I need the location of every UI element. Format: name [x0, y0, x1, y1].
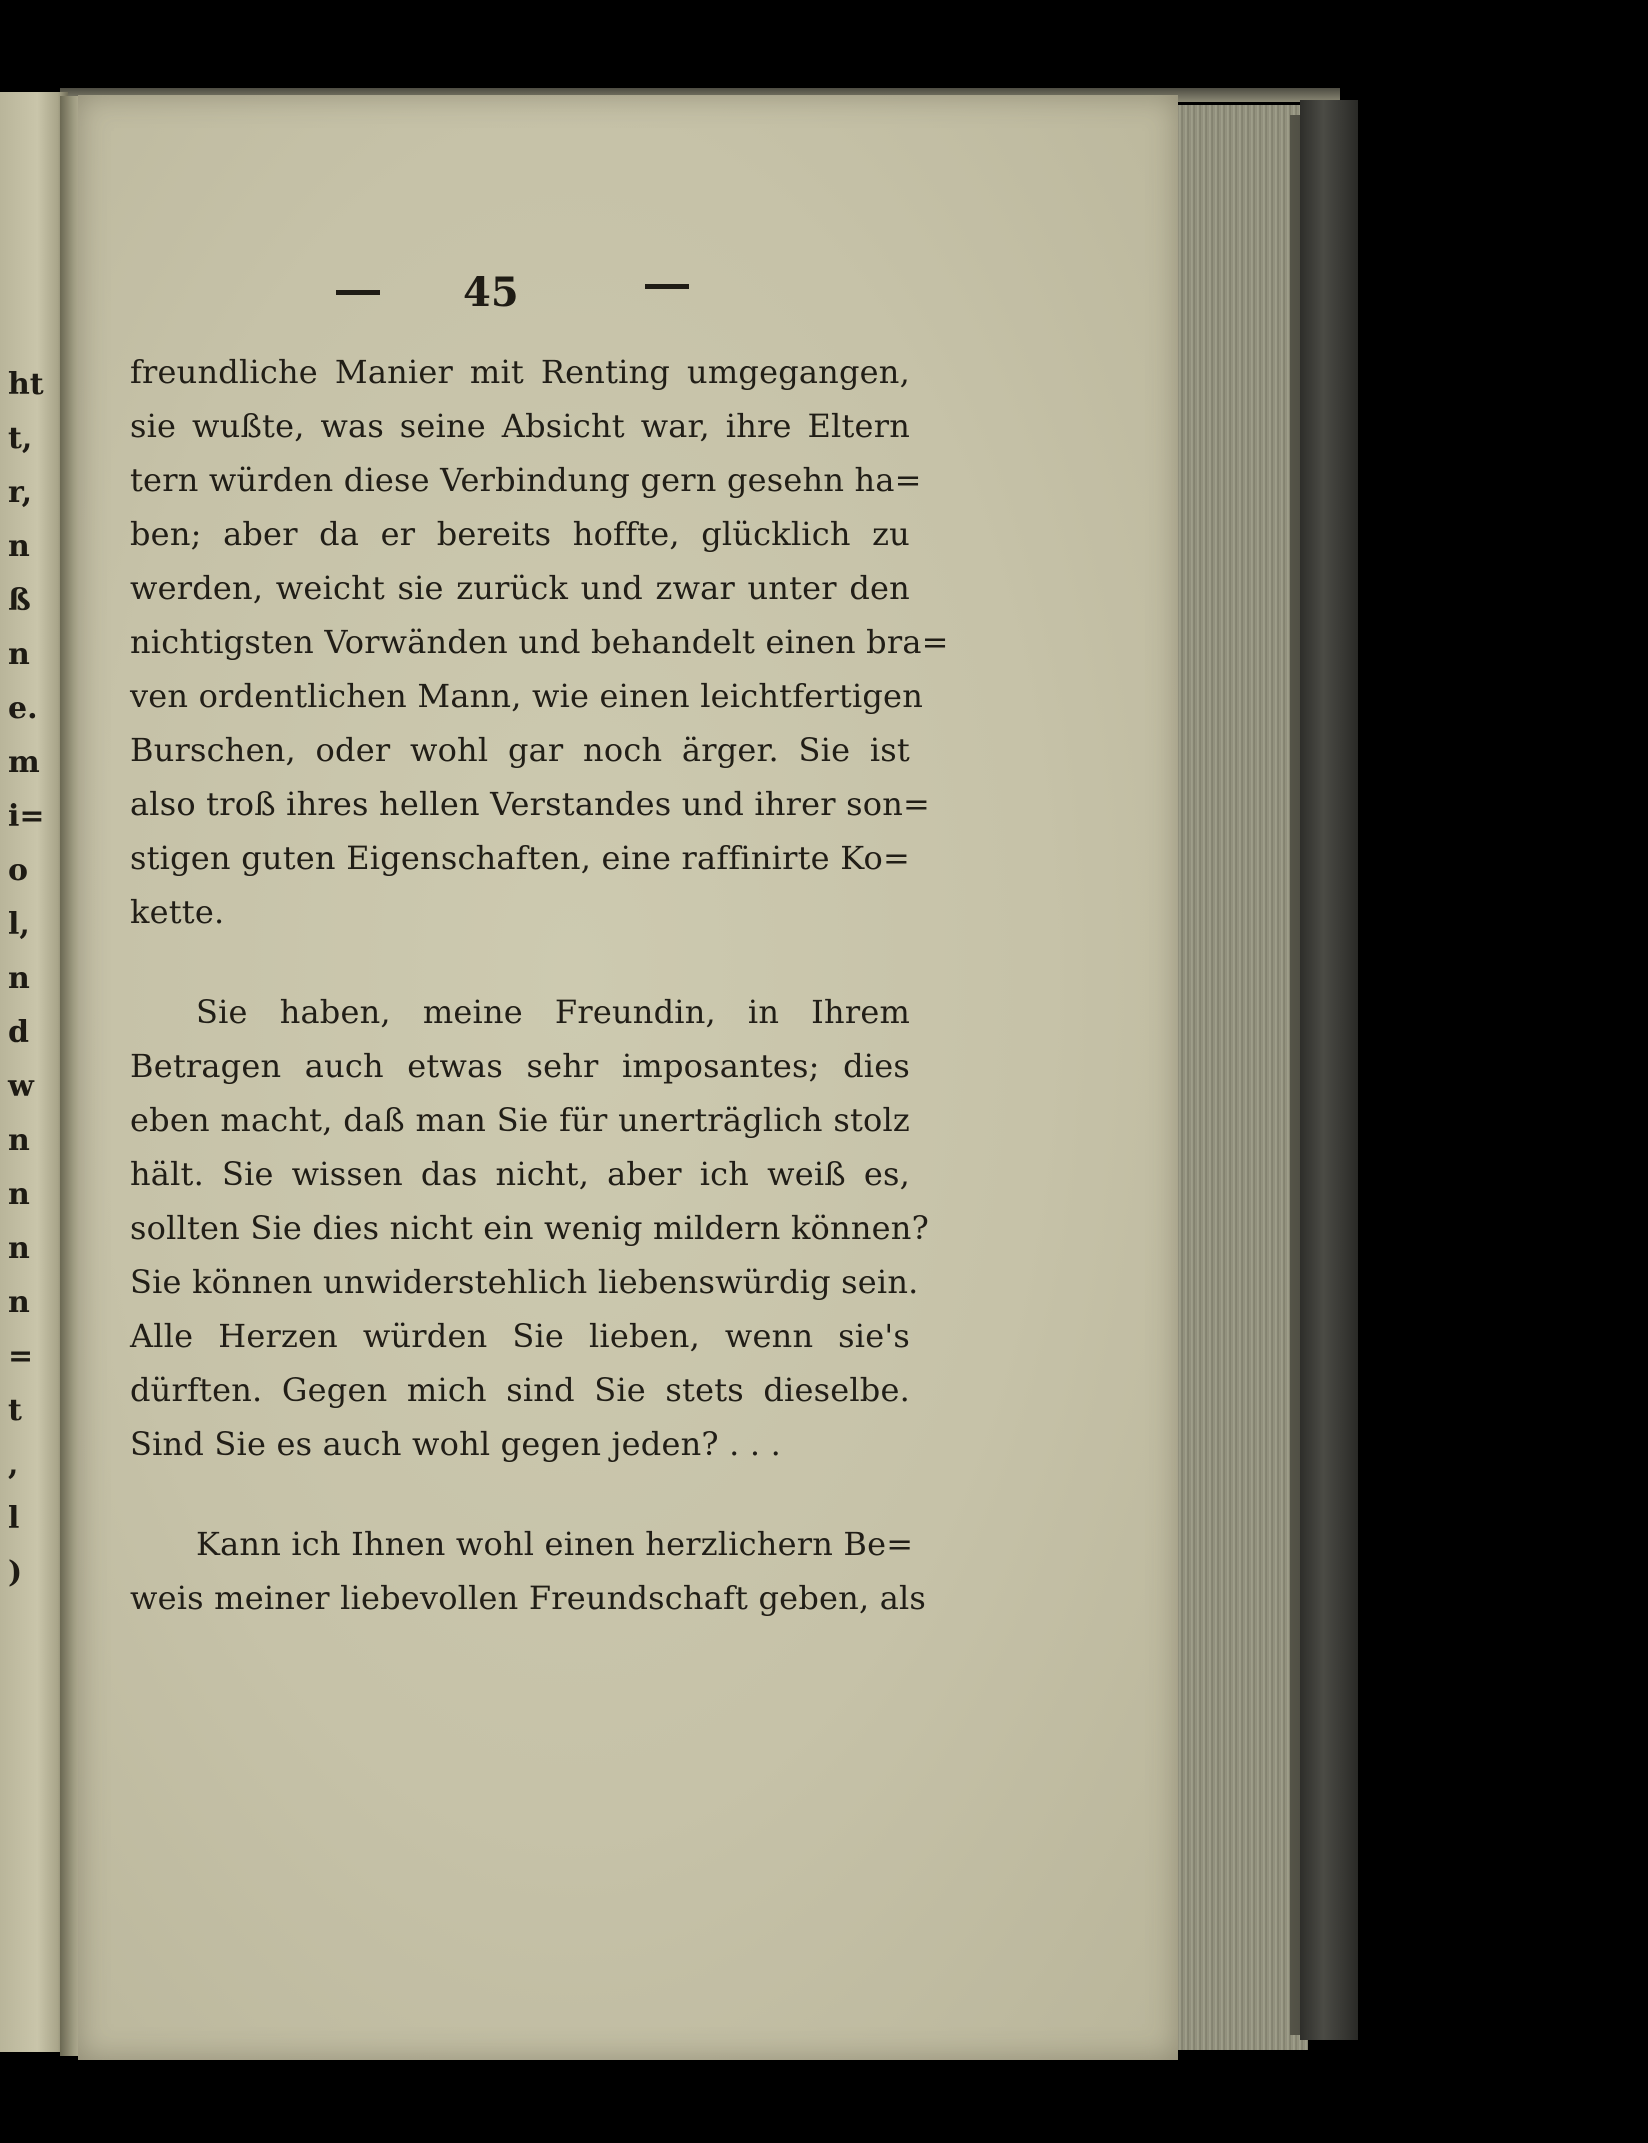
- paragraph-2: [130, 985, 929, 1471]
- left-fragment: n: [8, 637, 30, 672]
- page-number: 45: [463, 269, 519, 316]
- header-dash-right: [645, 284, 689, 289]
- text-line: Alle Herzen würden Sie lieben, wenn sie's: [130, 1317, 910, 1355]
- text-line: Sind Sie es auch wohl gegen jeden? . . .: [130, 1425, 781, 1463]
- left-fragment: n: [8, 529, 30, 564]
- text-line: sie wußte, was seine Absicht war, ihre Eltern: [130, 407, 910, 445]
- left-fragment: i=: [8, 799, 45, 834]
- book-cover-edge: [1300, 100, 1358, 2040]
- text-line: sollten Sie dies nicht ein wenig mildern können?: [130, 1209, 929, 1247]
- text-line: ven ordentlichen Mann, wie einen leichtfertigen: [130, 677, 924, 715]
- left-fragment: ,: [8, 1447, 19, 1482]
- left-fragment: t,: [8, 421, 33, 456]
- paragraph-1: [130, 345, 949, 939]
- text-line: Kann ich Ihnen wohl einen herzlichern Be=: [196, 1525, 914, 1563]
- text-line: freundliche Manier mit Renting umgegangen,: [130, 353, 910, 391]
- left-fragment: n: [8, 1285, 30, 1320]
- left-fragment: m: [8, 745, 40, 780]
- text-line: dürften. Gegen mich sind Sie stets dieselbe.: [130, 1371, 910, 1409]
- text-line: stigen guten Eigenschaften, eine raffinirte Ko=: [130, 839, 910, 877]
- text-line: Sie können unwiderstehlich liebenswürdig sein.: [130, 1263, 919, 1301]
- text-line: weis meiner liebevollen Freundschaft geben, als: [130, 1579, 927, 1617]
- left-fragment: n: [8, 1123, 30, 1158]
- text-line: hält. Sie wissen das nicht, aber ich weiß es,: [130, 1155, 910, 1193]
- text-line: Sie haben, meine Freundin, in Ihrem: [196, 993, 910, 1031]
- left-fragment: o: [8, 853, 29, 888]
- left-fragment: d: [8, 1015, 29, 1050]
- body-text: [130, 345, 949, 1625]
- text-line: ben; aber da er bereits hoffte, glücklich zu: [130, 515, 910, 553]
- running-head: [78, 262, 1178, 322]
- left-fragment: =: [8, 1339, 34, 1374]
- left-fragment: w: [8, 1069, 34, 1104]
- text-line: tern würden diese Verbindung gern gesehn ha=: [130, 461, 922, 499]
- text-line: nichtigsten Vorwänden und behandelt einen bra=: [130, 623, 949, 661]
- page-edges: [1178, 105, 1308, 2050]
- left-fragment: n: [8, 1231, 30, 1266]
- text-line: kette.: [130, 893, 225, 931]
- paragraph-gap: [130, 939, 910, 985]
- paragraph-gap: [130, 1471, 910, 1517]
- header-dash-left: [336, 290, 380, 295]
- text-line: eben macht, daß man Sie für unerträglich stolz: [130, 1101, 910, 1139]
- left-facing-page: [0, 92, 68, 2052]
- left-fragment: ht: [8, 367, 44, 402]
- left-fragment: n: [8, 1177, 30, 1212]
- left-fragment: ß: [8, 583, 31, 618]
- left-fragment: l,: [8, 907, 30, 942]
- text-line: Betragen auch etwas sehr imposantes; dies: [130, 1047, 910, 1085]
- text-line: werden, weicht sie zurück und zwar unter den: [130, 569, 910, 607]
- left-fragment: ): [8, 1555, 23, 1590]
- text-line: Burschen, oder wohl gar noch ärger. Sie ist: [130, 731, 910, 769]
- text-line: also troß ihres hellen Verstandes und ihrer son=: [130, 785, 931, 823]
- left-fragment: l: [8, 1501, 20, 1536]
- left-fragment: r,: [8, 475, 33, 510]
- paragraph-3: [130, 1517, 927, 1625]
- left-fragment: e.: [8, 691, 38, 726]
- left-fragment: t: [8, 1393, 22, 1428]
- left-fragment: n: [8, 961, 30, 996]
